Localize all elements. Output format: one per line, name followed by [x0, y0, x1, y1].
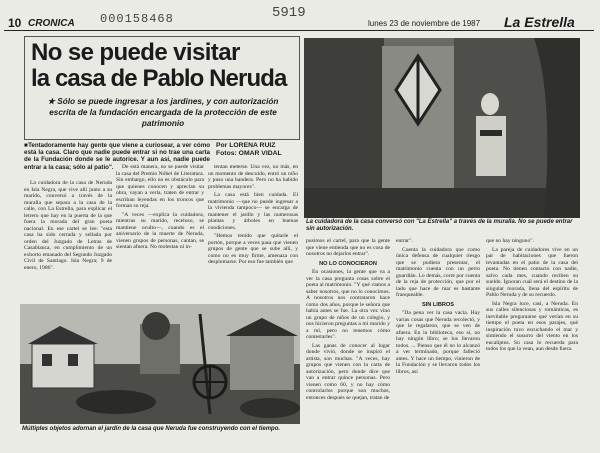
photo-caretaker [304, 38, 580, 218]
paragraph: De está manera, no se puede visitar la casa del Premio Nóbel de Literatura. Sin embargo, ello no es obstáculo para que quienes conocen y aprecian su obra, vayan a verla, traten de entrar y escriban leyendas en los troncos que forman su reja. [116, 164, 204, 209]
column-3 [208, 164, 298, 304]
photo-garden-image [20, 304, 300, 424]
handwritten-sheet-number: 5919 [272, 5, 306, 21]
paragraph: "Hemos tenido que quitarle el portón, porque a veces pasa que vienen grupos de gente que se sube allí, y como no es muy firme, amenaza con desplomarse. Por eso fue también que [208, 233, 298, 265]
paragraph: "Da pena ver la casa vacía. Hay varias cosas que Neruda recolectó, y que le regalaron, que se ven de afuera. En la biblioteca, eso sí, no hay ningún libro; se los llevaron todos. ... Pienso que él no lo alcanzó a ver terminado, porque falleció antes. Y hace un tiempo, vinieron de la Fundación y se llevaron todos los libros, así [396, 310, 480, 375]
paragraph: que no hay ninguno". [486, 238, 534, 244]
paragraph: Las ganas de conocer al lugar donde vivió, donde se inspiró el artista, son muchas. "A veces, hay grupos que vienen con la carta de autorización, pero donde dice que van a entrar quince personas. Pero vienen como 60, y no hay cómo controlarlos porque son muchos, entonces después se quejan, tratan de [306, 342, 390, 401]
paragraph: entrar". [396, 238, 413, 244]
photo-top-caption: La cuidadora de la casa conversó con "La Estrella" a través de la muralla. No se puede entrar sin autorización. [306, 219, 573, 232]
paragraph: La cuidadora de la casa de Neruda en Isla Negra, que vive allí junto a su marido, conversó a través de la muralla que separa a la casa de la calle, con La Estrella, para explicar el letrero que hay en la puerta de la que fuera la morada del gran poeta nacional. En ese cartel se lee: "esta casa ha sido cerrada y sellada por orden del Juzgado de Letras de Casablanca, en cumplimiento de un exhorto emanado del Segundo Juzgado Civil de Santiago. Isla Negra; 9 de enero, 1986". [24, 180, 112, 271]
column-6 [486, 238, 578, 448]
subheading-no-lo-conocieron: NO LO CONOCIERON [319, 260, 377, 267]
byline [216, 142, 302, 158]
photo-bottom-caption: Múltiples objetos adornan el jardín de la casa que Neruda fue construyendo con el tiempo. [22, 426, 281, 432]
paragraph: pusimos el cartel, para que la gente que viene entienda que no es cosa de nosotros no dejarlos entrar". [306, 238, 390, 257]
column-1 [24, 180, 112, 304]
column-4 [306, 238, 390, 448]
subheading-sin-libros: SIN LIBROS [421, 301, 454, 308]
paragraph: La casa está bien cuidada. El matrimonio —que no puede ingresar a la vivienda tampoco— se encarga de mantener el jardín y las numerosas plantas y árboles en buenas condiciones. [208, 192, 298, 231]
handwritten-archive-id: 000158468 [100, 12, 174, 26]
byline-author: Por LORENA RUIZ [216, 142, 276, 149]
issue-date: lunes 23 de noviembre de 1987 [368, 19, 481, 28]
paragraph: En ocasiones, la gente que va a ver la casa pregunta cosas sobre el poeta al matrimonio. "Y qué vamos a saber nosotros, que no lo conocimos. A nosotros nos contrataron hace como dos años, porque le señora que había antes se fue. La otra vez vino un grupo de niños de un colegio, y nos hicieron preguntas a mi marido y a mí, pero no tenemos cómo contestarles". [306, 269, 390, 340]
subhead: ★ Sólo se puede ingresar a los jardines, y con autorización escrita de la fundación encargada de la protección de este patrimonio [47, 97, 279, 128]
lead-text: Tentadoramente hay gente que viene a curiosear, a ver cómo está la casa. Claro que nadie puede entrar si no trae una carta de la Fundación donde se le autorice. Y aun así, nadie puede entrar a la casa; sólo al patio". [24, 142, 210, 171]
column-2 [116, 164, 204, 304]
photo-garden [20, 304, 300, 424]
photo-caretaker-image [304, 38, 580, 218]
byline-photos: Fotos: OMAR VIDAL [216, 150, 282, 157]
lead-marker: ■ [24, 142, 29, 149]
paragraph: Cuenta la cuidadora que como única defensa de cualquier riesgo que se pudiera presentar, el matrimonio cuenta con un perro guardián. Lo demás, corre por cuenta de la reja de protección, que por el lado que hace de mar es bastante franqueable. [396, 246, 480, 298]
newspaper-name: La Estrella [504, 14, 575, 30]
page-number: 10 [8, 16, 22, 30]
section-label: CRONICA [28, 18, 75, 29]
paragraph: La pareja de cuidadores vive en un par de habitaciones que fueron levantadas en el patio de la casa del poeta. No tienen contacto con nadie, salvo cada mes, cuando reciben su sueldo. Ignoran cuál será el destino de la singular morada, llena del espíritu de Pablo Neruda y de su recuerdo. [486, 246, 578, 298]
paragraph: Isla Negra luce, casi, a Neruda. En sus calles silenciosas y románticas, es inevitable preguntarse qué verían en su tiempo el poeta en esos parajes, qué inspiración tuvo escuchando el mar y sintiendo el susurro del viento en los eucaliptus. Su casa lo recuerda para todos los que la vean, aun desde fuera. [486, 300, 578, 352]
headline-line-1: No se puede visitar [31, 39, 240, 66]
headline-box [24, 36, 300, 140]
headline-line-2: la casa de Pablo Neruda [31, 65, 287, 92]
paragraph: tentan meterse. Una vez, no más, en un momento de descuido, entró un niño y puso una bandera. Pero no ha habido problemas mayores". [208, 164, 298, 190]
column-5 [396, 238, 480, 448]
paragraph: "A veces —explica la cuidadora, mientras su marido, receloso, se mantiene oculto—, cuando es el aniversario de la muerte de Neruda, vienen grupos de personas, cantan, se sientan afuera. No molestan ni in- [116, 211, 204, 250]
